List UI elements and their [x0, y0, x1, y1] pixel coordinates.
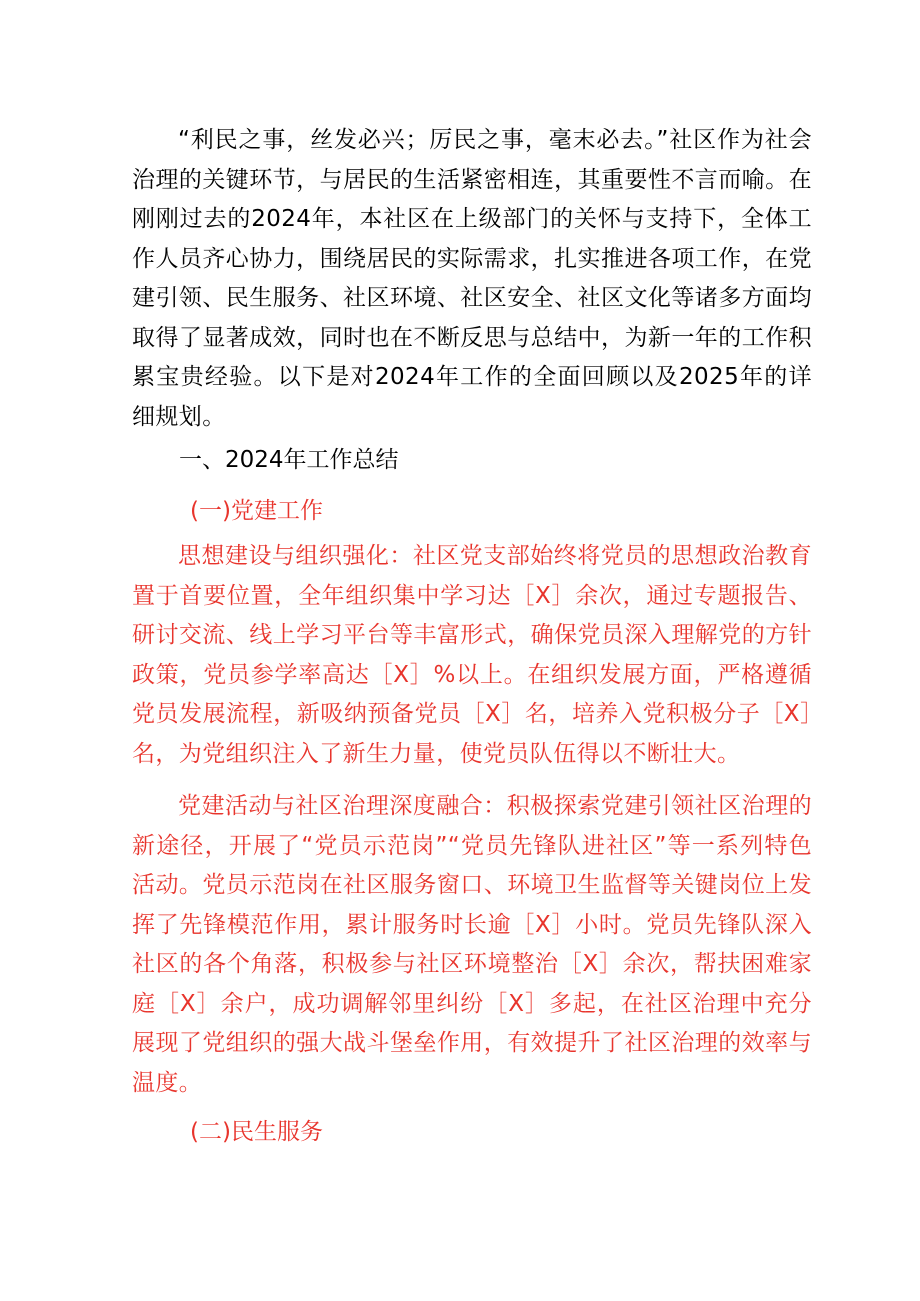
- section-heading-2024-summary: 一、2024年工作总结: [179, 447, 399, 473]
- subsection-heading-party-building: (一)党建工作: [190, 498, 323, 524]
- subsection-heading-livelihood-services: (二)民生服务: [190, 1119, 323, 1145]
- party-building-paragraph-ideology: 思想建设与组织强化：社区党支部始终将党员的思想政治教育置于首要位置，全年组织集中学习达［X］余次，通过专题报告、研讨交流、线上学习平台等丰富形式，确保党员深入理解党的方针政策，党员参学率高达［X］%以上。在组织发展方面，严格遵循党员发展流程，新吸纳预备党员［X］名，培养入党积极分子［X］名，为党组织注入了新生力量，使党员队伍得以不断壮大。: [132, 543, 812, 767]
- party-building-paragraph-governance: 党建活动与社区治理深度融合：积极探索党建引领社区治理的新途径，开展了“党员示范岗”“党员先锋队进社区”等一系列特色活动。党员示范岗在社区服务窗口、环境卫生监督等关键岗位上发挥了先锋模范作用，累计服务时长逾［X］小时。党员先锋队深入社区的各个角落，积极参与社区环境整治［X］余次，帮扶困难家庭［X］余户，成功调解邻里纠纷［X］多起，在社区治理中充分展现了党组织的强大战斗堡垒作用，有效提升了社区治理的效率与温度。: [132, 793, 812, 1096]
- intro-paragraph: “利民之事，丝发必兴；厉民之事，毫末必去。”社区作为社会治理的关键环节，与居民的生活紧密相连，其重要性不言而喻。在刚刚过去的2024年，本社区在上级部门的关怀与支持下，全体工作人员齐心协力，围绕居民的实际需求，扎实推进各项工作，在党建引领、民生服务、社区环境、社区安全、社区文化等诸多方面均取得了显著成效，同时也在不断反思与总结中，为新一年的工作积累宝贵经验。以下是对2024年工作的全面回顾以及2025年的详细规划。: [132, 127, 812, 430]
